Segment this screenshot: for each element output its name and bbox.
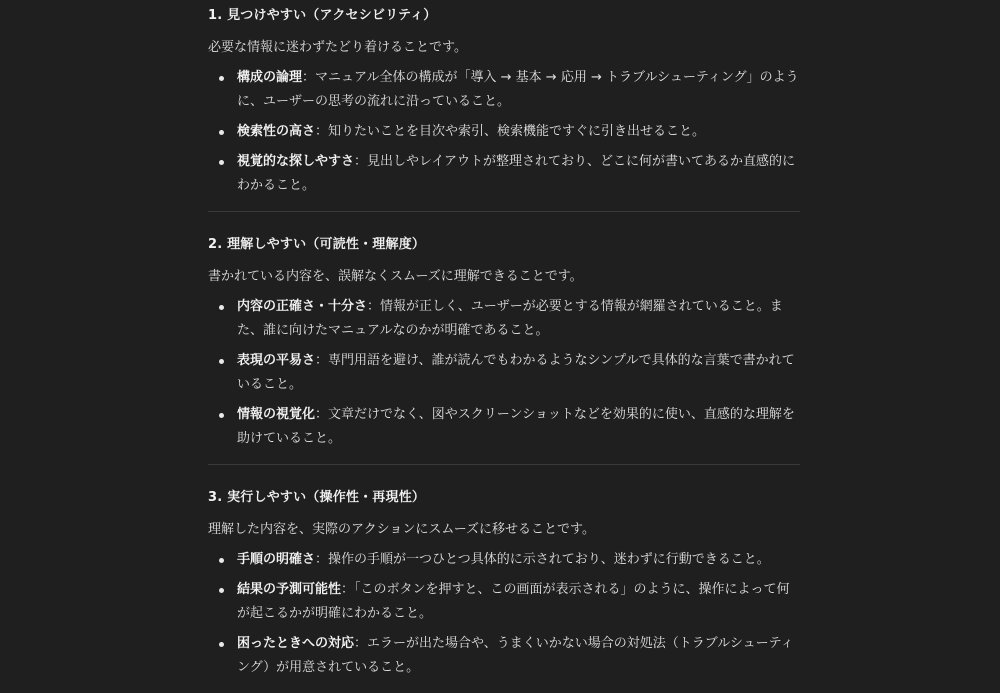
bullet-dot [219,305,224,310]
item-separator: ： [315,407,329,422]
item-text: エラーが出た場合や、うまくいかない場合の対処法（トラブルシューティング）が用意されていること。 [237,636,794,675]
bullet-list [208,66,800,198]
list-item [208,403,800,451]
section-intro: 必要な情報に迷わずたどり着けることです。 [208,40,467,55]
item-term: 結果の予測可能性 [237,582,342,597]
bullet-dot [219,558,224,563]
item-term: 構成の論理 [237,70,303,85]
item-term: 表現の平易さ [237,353,316,368]
item-term: 視覚的な探しやすさ [237,154,355,169]
section-heading: 3. 実行しやすい（操作性・再現性） [208,490,426,505]
section-actionability [208,465,800,680]
bullet-dot [219,160,224,165]
list-item [208,349,800,397]
item-separator: ： [367,299,381,314]
bullet-dot [219,642,224,647]
bullet-list [208,295,800,451]
item-text: 専門用語を避け、誰が読んでもわかるようなシンプルで具体的な言葉で書かれていること。 [237,353,795,392]
item-separator: ： [354,636,368,651]
item-text: 「このボタンを押すと、この画面が表示される」のように、操作によって何が起こるかが明確にわかること。 [237,582,790,621]
section-intro: 書かれている内容を、誤解なくスムーズに理解できることです。 [208,269,583,284]
list-item [208,66,800,114]
section-heading: 1. 見つけやすい（アクセシビリティ） [208,8,437,23]
item-term: 困ったときへの対応 [237,636,355,651]
item-text: 操作の手順が一つひとつ具体的に示されており、迷わずに行動できること。 [328,552,770,567]
item-text: 文章だけでなく、図やスクリーンショットなどを効果的に使い、直感的な理解を助けていること。 [237,407,795,446]
bullet-dot [219,588,224,593]
bullet-dot [219,413,224,418]
bullet-dot [219,76,224,81]
list-item [208,578,800,626]
bullet-list [208,548,800,680]
item-text: 情報が正しく、ユーザーが必要とする情報が網羅されていること。また、誰に向けたマニュアルなのかが明確であること。 [237,299,783,338]
list-item [208,120,800,144]
item-separator: ： [302,70,316,85]
item-separator: ： [315,124,329,139]
item-term: 検索性の高さ [237,124,316,139]
item-separator: ： [341,582,355,597]
section-comprehensibility [208,212,800,451]
item-term: 手順の明確さ [237,552,316,567]
section-intro: 理解した内容を、実際のアクションにスムーズに移せることです。 [208,522,596,537]
bullet-dot [219,359,224,364]
item-text: 見出しやレイアウトが整理されており、どこに何が書いてあるか直感的にわかること。 [237,154,795,193]
item-text: マニュアル全体の構成が「導入 → 基本 → 応用 → トラブルシューティング」のように、ユーザーの思考の流れに沿っていること。 [237,70,799,109]
item-text: 知りたいことを目次や索引、検索機能ですぐに引き出せること。 [328,124,706,139]
item-separator: ： [315,552,329,567]
list-item [208,295,800,343]
section-findability [208,0,800,198]
list-item [208,548,800,572]
item-term: 情報の視覚化 [237,407,316,422]
item-separator: ： [315,353,329,368]
document-body [208,0,800,680]
list-item [208,150,800,198]
section-heading: 2. 理解しやすい（可読性・理解度） [208,237,426,252]
item-term: 内容の正確さ・十分さ [237,299,368,314]
item-separator: ： [354,154,368,169]
list-item [208,632,800,680]
bullet-dot [219,130,224,135]
